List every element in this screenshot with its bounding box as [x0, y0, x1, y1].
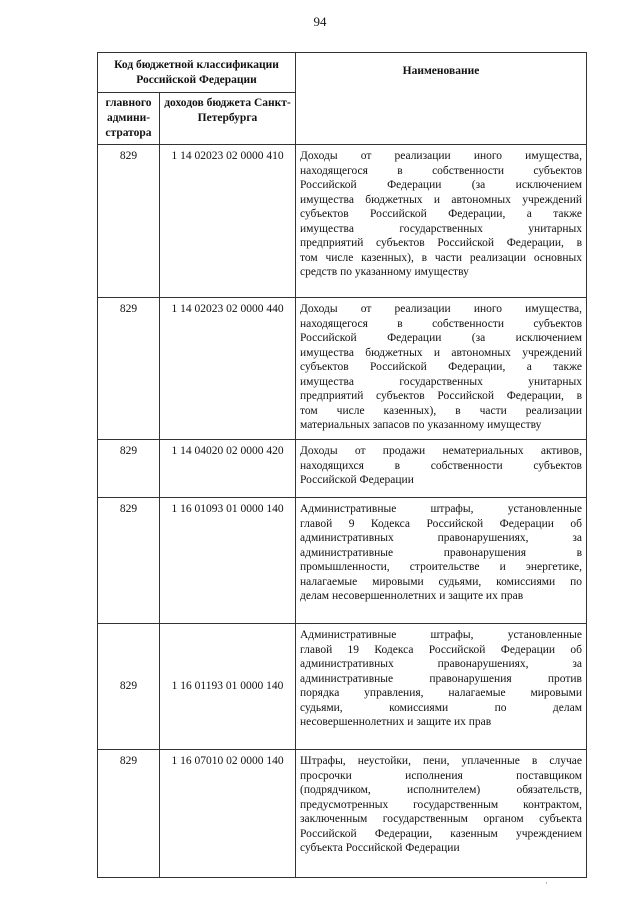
- admin-code: 829: [98, 145, 160, 298]
- budget-classification-table: [97, 52, 587, 878]
- admin-code: 829: [98, 498, 160, 624]
- table-row: [98, 624, 587, 750]
- table-row: [98, 498, 587, 624]
- table-row: [98, 440, 587, 498]
- description-line: главой 9 Кодекса Российской Федерации об: [300, 517, 582, 530]
- description-line: административных правонарушениях, за: [300, 658, 582, 670]
- description-line: субъектов Российской Федерации, а также: [300, 361, 582, 373]
- description-line: предусмотренных государственным контрактом,: [300, 798, 582, 811]
- description-line: несовершеннолетних и защите их прав: [300, 716, 492, 728]
- description-line: находящегося в собственности субъектов: [300, 164, 582, 177]
- income-description: [296, 440, 587, 498]
- description-line: находящегося в собственности субъектов: [300, 317, 582, 330]
- description-line: заключенным государственным органом субъекта: [300, 813, 582, 825]
- description-line: административные правонарушения против: [300, 672, 582, 685]
- income-description: [296, 498, 587, 624]
- description-line: (подрядчиком, исполнителем) обязательств,: [300, 784, 582, 796]
- description-line: предприятий субъектов Российской Федерации, в: [300, 390, 582, 402]
- income-description: [296, 624, 587, 750]
- admin-code: 829: [98, 624, 160, 750]
- table-row: [98, 145, 587, 298]
- description-line: Доходы от реализации иного имущества,: [300, 150, 582, 162]
- description-line: Доходы от продажи нематериальных активов,: [300, 445, 582, 457]
- description-line: субъектов Российской Федерации, а также: [300, 208, 582, 220]
- description-line: Административные штрафы, установленные: [300, 503, 582, 515]
- table-row: [98, 750, 587, 878]
- description-line: делам несовершеннолетних и защите их прав: [300, 590, 524, 602]
- income-code: 1 16 07010 02 0000 140: [160, 750, 296, 878]
- admin-code: 829: [98, 440, 160, 498]
- income-code: 1 14 04020 02 0000 420: [160, 440, 296, 498]
- income-code: 1 14 02023 02 0000 410: [160, 145, 296, 298]
- income-code: 1 16 01193 01 0000 140: [160, 624, 296, 750]
- income-description: [296, 750, 587, 878]
- income-code: 1 14 02023 02 0000 440: [160, 298, 296, 440]
- admin-code: 829: [98, 750, 160, 878]
- header-budget-code-group: Код бюджетной классификации Российской Федерации: [98, 53, 296, 93]
- header-name: Наименование: [296, 53, 587, 145]
- description-line: находящихся в собственности субъектов: [300, 459, 582, 472]
- description-line: имущества государственных унитарных: [300, 222, 582, 235]
- description-line: просрочки исполнения поставщиком: [300, 769, 582, 782]
- description-line: предприятий субъектов Российской Федерации, в: [300, 237, 582, 249]
- page-number: 94: [313, 14, 327, 29]
- description-line: Российской Федерации, казенным учреждением: [300, 827, 582, 840]
- description-line: субъекта Российской Федерации: [300, 842, 460, 854]
- description-line: Административные штрафы, установленные: [300, 629, 582, 641]
- description-line: административных правонарушениях, за: [300, 532, 582, 544]
- description-line: Доходы от реализации иного имущества,: [300, 303, 582, 315]
- description-line: Российской Федерации (за исключением: [300, 332, 582, 344]
- header-admin-code: главного админи-стратора: [98, 93, 160, 145]
- description-line: имущества государственных унитарных: [300, 375, 582, 388]
- header-income-code: доходов бюджета Санкт-Петербурга: [160, 93, 296, 145]
- admin-code: 829: [98, 298, 160, 440]
- description-line: имущества бюджетных и автономных учреждений: [300, 346, 582, 359]
- description-line: судьями, комиссиями по делам: [300, 701, 582, 714]
- description-line: налагаемые мировыми судьями, комиссиями по: [300, 575, 582, 588]
- description-line: том числе казенных), в части реализации основных: [300, 251, 582, 264]
- description-line: Российской Федерации (за исключением: [300, 179, 582, 191]
- description-line: порядка управления, налагаемые мировыми: [300, 687, 582, 699]
- description-line: административные правонарушения в: [300, 546, 582, 559]
- description-line: том числе казенных), в части реализации: [300, 404, 582, 417]
- description-line: главой 19 Кодекса Российской Федерации об: [300, 643, 582, 656]
- income-description: [296, 145, 587, 298]
- table-row: [98, 298, 587, 440]
- description-line: Штрафы, неустойки, пени, уплаченные в случае: [300, 755, 582, 767]
- description-line: материальных запасов по указанному имуществу: [300, 419, 542, 431]
- income-description: [296, 298, 587, 440]
- description-line: Российской Федерации: [300, 474, 414, 486]
- description-line: промышленности, строительстве и энергетике,: [300, 561, 582, 573]
- description-line: имущества бюджетных и автономных учреждений: [300, 193, 582, 206]
- scan-speck-decoration: ·: [545, 878, 548, 888]
- income-code: 1 16 01093 01 0000 140: [160, 498, 296, 624]
- description-line: средств по указанному имуществу: [300, 266, 469, 278]
